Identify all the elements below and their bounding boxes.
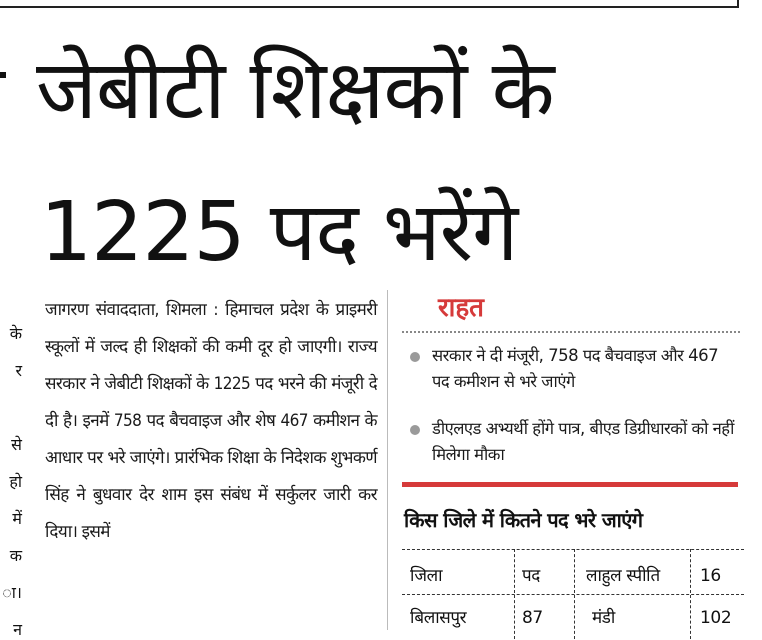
sidebar-bullet — [406, 343, 736, 395]
table-column-rule — [690, 549, 691, 639]
prev-fragment: र — [15, 361, 22, 380]
prev-fragment: में — [12, 509, 22, 528]
table-column-rule — [514, 549, 515, 639]
prev-fragment: ा। — [2, 583, 22, 602]
bullet-text: सरकार ने दी मंजूरी, 758 पद बैचवाइज और 467 पद कमीशन से भरे जाएंगे — [432, 346, 719, 391]
table-header-cell: 16 — [700, 566, 721, 586]
district-posts-table — [402, 545, 744, 635]
table-cell: बिलासपुर — [410, 608, 467, 628]
top-frame-border — [0, 0, 739, 8]
article-text: हिमाचल प्रदेश के प्राइमरी स्कूलों में जल्द ही शिक्षकों की कमी दूर हो जाएगी। राज्य सरकार ने जेबीटी शिक्षकों के 1225 पद भरने की मंजूरी दे दी है। इनमें 758 पद बैचवाइज और शेष 467 कमीशन के आधार पर भरे जाएंगे। प्रारंभिक शिक्षा के निदेशक शुभकर्ण सिंह ने बुधवार देर शाम इस संबंध में सर्कुलर जारी कर दिया। इसमें — [45, 300, 377, 542]
table-header-cell: जिला — [410, 566, 443, 586]
sidebar-bullet — [406, 416, 736, 468]
bullet-dot-icon — [410, 352, 420, 362]
table-column-rule — [574, 549, 575, 639]
prev-fragment: क — [9, 546, 22, 565]
sidebar-title: राहत — [438, 293, 484, 323]
section-red-bar — [402, 482, 738, 487]
headline-line-2: 1225 पद भरेंगे — [40, 185, 518, 280]
previous-column-headline-fragment — [0, 72, 6, 78]
dotted-divider — [402, 331, 740, 333]
table-rule — [402, 549, 744, 550]
table-header-cell: लाहुल स्पीति — [586, 566, 660, 586]
prev-fragment: न — [13, 620, 22, 639]
table-rule — [402, 594, 744, 595]
table-title: किस जिले में कितने पद भरे जाएंगे — [404, 508, 643, 532]
prev-fragment: के — [9, 324, 22, 343]
table-cell: मंडी — [592, 608, 615, 628]
article-body — [45, 292, 377, 551]
table-cell: 87 — [522, 608, 543, 628]
prev-fragment: हो — [9, 472, 22, 491]
article-byline: जागरण संवाददाता, शिमला : — [45, 300, 218, 320]
bullet-dot-icon — [410, 425, 420, 435]
headline-line-1: जेबीटी शिक्षकों के — [36, 43, 554, 138]
prev-fragment: से — [11, 435, 22, 454]
column-divider — [387, 290, 388, 630]
table-header-cell: पद — [522, 566, 540, 586]
bullet-text: डीएलएड अभ्यर्थी होंगे पात्र, बीएड डिग्रीधारकों को नहीं मिलेगा मौका — [432, 419, 734, 464]
table-cell: 102 — [700, 608, 732, 628]
